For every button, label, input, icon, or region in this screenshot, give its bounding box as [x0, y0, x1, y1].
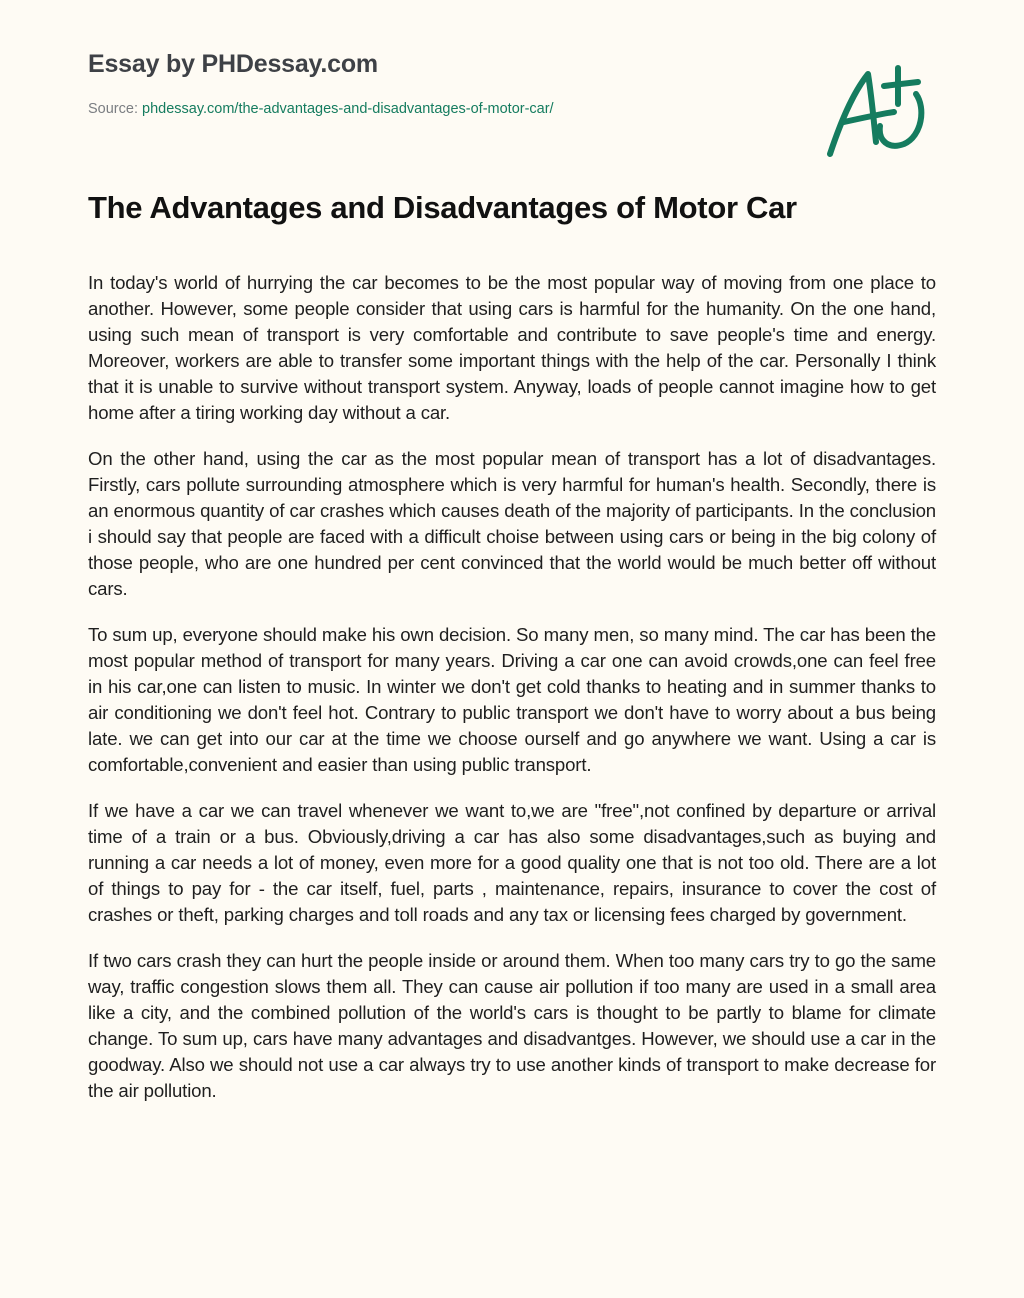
essay-paragraph: In today's world of hurrying the car becomes to be the most popular way of moving from one place to another. However, some people consider that using cars is harmful for the humanity. On the one hand, using such mean of transport is very comfortable and contribute to save people's time and energy. Moreover, workers are able to transfer some important things with the help of the car. Personally I think that it is unable to survive without transport system. Anyway, loads of people cannot imagine how to get home after a tiring working day without a car.: [88, 272, 936, 423]
essay-body: [88, 270, 936, 1124]
plus-horizontal-stroke: [884, 82, 918, 86]
essay-paragraph: If we have a car we can travel whenever we want to,we are "free",not confined by departure or arrival time of a train or a bus. Obviously,driving a car has also some disadvantages,such as buying and running a car needs a lot of money, even more for a good quality one that is not too old. There are a lot of things to pay for - the car itself, fuel, parts , maintenance, repairs, insurance to cover the cost of crashes or theft, parking charges and toll roads and any tax or licensing fees charged by government.: [88, 800, 936, 925]
source-line: [88, 101, 554, 117]
source-link[interactable]: phdessay.com/the-advantages-and-disadvantages-of-motor-car/: [142, 101, 554, 117]
source-label: Source:: [88, 101, 142, 117]
site-brand: Essay by PHDessay.com: [88, 50, 378, 78]
essay-title: The Advantages and Disadvantages of Motor Car: [88, 190, 797, 225]
a-plus-grade-icon: [822, 64, 932, 164]
essay-paragraph: On the other hand, using the car as the most popular mean of transport has a lot of disadvantages. Firstly, cars pollute surrounding atmosphere which is very harmful for human's health. Secondly, there is an enormous quantity of car crashes which causes death of the majority of participants. In the conclusion i should say that people are faced with a difficult choise between using cars or being in the big colony of those people, who are one hundred per cent convinced that the world would be much better off without cars.: [88, 448, 936, 599]
essay-paragraph: To sum up, everyone should make his own decision. So many men, so many mind. The car has been the most popular method of transport for many years. Driving a car one can avoid crowds,one can feel free in his car,one can listen to music. In winter we don't get cold thanks to heating and in summer thanks to air conditioning we don't feel hot. Contrary to public transport we don't have to worry about a bus being late. we can get into our car at the time we choose ourself and go anywhere we want. Using a car is comfortable,convenient and easier than using public transport.: [88, 624, 936, 775]
essay-paragraph: If two cars crash they can hurt the people inside or around them. When too many cars try to go the same way, traffic congestion slows them all. They can cause air pollution if too many are used in a small area like a city, and the combined pollution of the world's cars is thought to be partly to blame for climate change. To sum up, cars have many advantages and disadvantges. However, we should use a car in the goodway. Also we should not use a car always try to use another kinds of transport to make decrease for the air pollution.: [88, 950, 936, 1101]
a-crossbar-stroke: [844, 112, 894, 122]
